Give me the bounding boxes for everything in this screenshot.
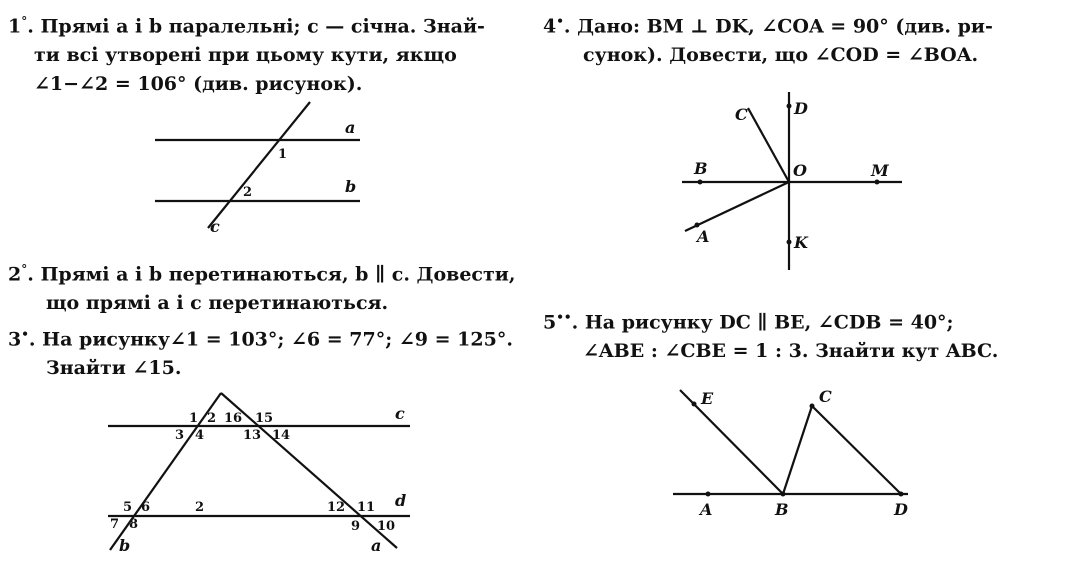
problem-3-line-1: 3•. На рисунку∠1 = 103°; ∠6 = 77°; ∠9 = 125°. — [8, 320, 538, 354]
label-b: B — [694, 159, 708, 178]
label-a: a — [371, 536, 382, 555]
point-d — [787, 104, 792, 109]
problem-number: 4•. — [543, 14, 571, 38]
figure-3 — [105, 388, 415, 558]
angle-label-16: 16 — [224, 411, 243, 426]
angle-label-5: 5 — [123, 500, 133, 515]
label-b: b — [119, 536, 131, 555]
angle-label-3: 3 — [175, 428, 185, 443]
problem-number: 5••. — [543, 310, 579, 334]
label-d: D — [794, 99, 808, 118]
label-m: M — [871, 161, 889, 180]
angle-label-8: 8 — [129, 517, 139, 532]
problem-2 — [8, 255, 538, 318]
line-a — [221, 393, 397, 548]
problem-3 — [8, 320, 538, 383]
label-d: d — [395, 491, 407, 510]
problem-4 — [543, 7, 1063, 70]
problem-1-line-2: ти всі утворені при цьому кути, якщо — [34, 44, 457, 67]
label-a: A — [700, 500, 713, 519]
point-m — [875, 180, 880, 185]
point-a — [706, 492, 711, 497]
figure-4 — [680, 90, 910, 275]
angle-label-15: 15 — [255, 411, 274, 426]
problem-2-line-2: що прямі a і c перетинаються. — [46, 292, 389, 315]
point-k — [787, 240, 792, 245]
angle-label-1: 1 — [189, 411, 199, 426]
problem-5-line-2: ∠ABE : ∠CBE = 1 : 3. Знайти кут ABC. — [583, 340, 999, 363]
angle-label-2: 2 — [243, 185, 253, 200]
problem-4-line-2: сунок). Довести, що ∠COD = ∠BOA. — [583, 44, 979, 67]
angle-label-6: 6 — [141, 500, 151, 515]
segment-bc — [783, 406, 812, 494]
angle-label-1: 1 — [278, 147, 288, 162]
angle-label-4: 4 — [195, 428, 205, 443]
angle-label-11: 11 — [357, 500, 376, 515]
line-b — [110, 393, 221, 550]
point-b — [781, 492, 786, 497]
problem-1-line-1: 1°. Прямі a і b паралельні; c — січна. Знай- — [8, 7, 528, 41]
label-b: B — [775, 500, 789, 519]
problem-1 — [8, 7, 528, 99]
angle-label-10: 10 — [377, 519, 396, 534]
label-c: c — [210, 217, 220, 236]
problem-5-line-1: 5••. На рисунку DC ∥ BE, ∠CDB = 40°; — [543, 303, 1063, 337]
label-a: a — [345, 118, 356, 137]
angle-label-9: 9 — [351, 519, 361, 534]
problem-5 — [543, 303, 1063, 366]
angle-label-2: 2 — [207, 411, 217, 426]
ray-oa — [685, 182, 789, 231]
figure-1 — [150, 100, 380, 240]
angle-label-12: 12 — [327, 500, 346, 515]
label-k: K — [794, 233, 808, 252]
problem-number: 1°. — [8, 14, 34, 38]
label-b: b — [345, 177, 357, 196]
point-e — [692, 402, 697, 407]
point-b — [698, 180, 703, 185]
point-d — [899, 492, 904, 497]
figure-5 — [668, 382, 923, 522]
ray-oc — [748, 108, 789, 182]
label-a: A — [697, 227, 710, 246]
label-c: c — [395, 404, 405, 423]
angle-label-7: 7 — [110, 517, 120, 532]
angle-label-14: 14 — [272, 428, 291, 443]
label-o: O — [793, 161, 807, 180]
transversal-c — [208, 102, 310, 228]
label-c: C — [819, 387, 832, 406]
problem-2-line-1: 2°. Прямі a і b перетинаються, b ∥ c. Довести, — [8, 255, 538, 289]
problem-1-line-3: ∠1−∠2 = 106° (див. рисунок). — [34, 73, 363, 96]
label-d: D — [894, 500, 908, 519]
label-c: C — [735, 105, 748, 124]
problem-number: 2°. — [8, 262, 34, 286]
problem-number: 3•. — [8, 327, 36, 351]
segment-cd — [812, 406, 901, 494]
label-e: E — [701, 389, 714, 408]
problem-4-line-1: 4•. Дано: BM ⊥ DK, ∠COA = 90° (див. ри- — [543, 7, 1063, 41]
point-c — [810, 404, 815, 409]
angle-label-2-middle: 2 — [195, 500, 205, 515]
angle-label-13: 13 — [243, 428, 262, 443]
problem-3-line-2: Знайти ∠15. — [46, 357, 182, 380]
